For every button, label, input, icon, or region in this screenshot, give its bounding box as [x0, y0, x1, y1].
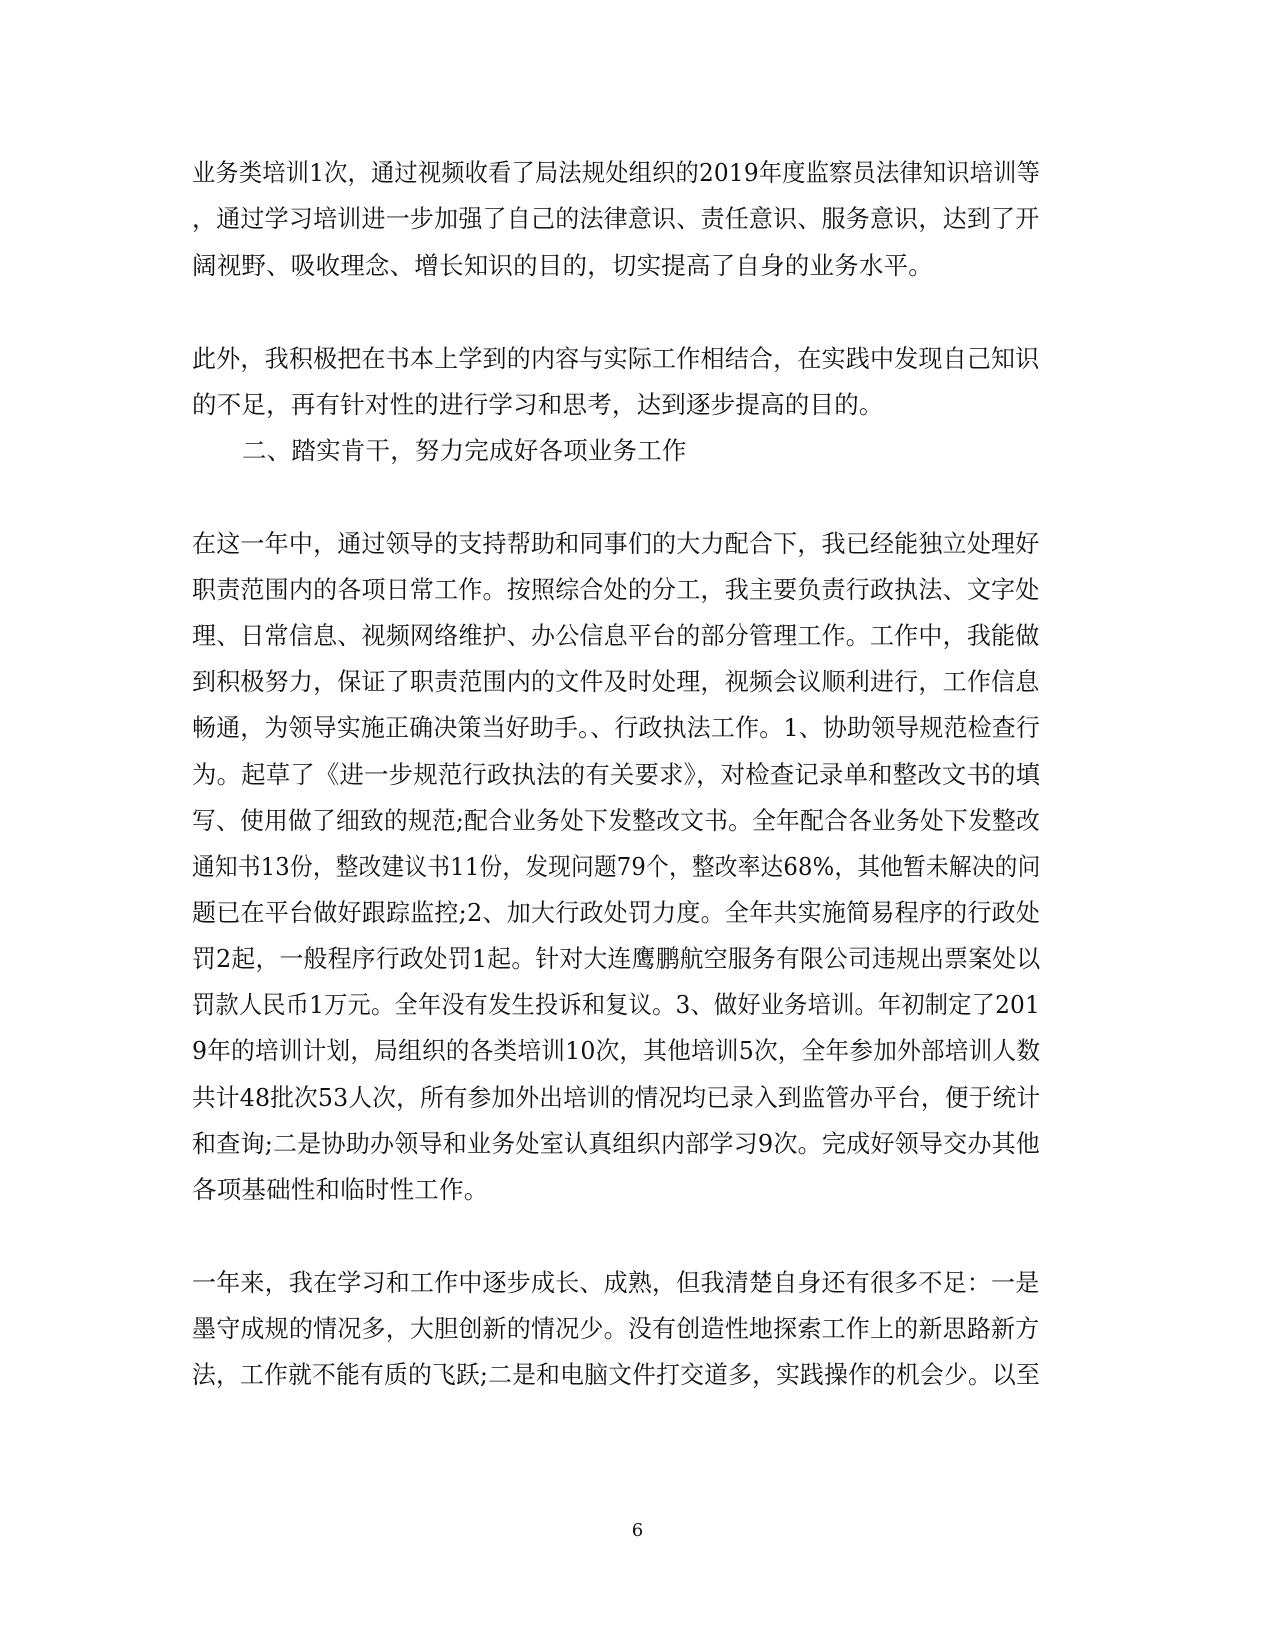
text-line: 各项基础性和临时性工作。 — [192, 1175, 489, 1204]
text-line: 一年来，我在学习和工作中逐步成长、成熟，但我清楚自身还有很多不足：一是 — [192, 1268, 1040, 1297]
text-line: 墨守成规的情况多，大胆创新的情况少。没有创造性地探索工作上的新思路新方 — [192, 1314, 1040, 1343]
text-line: 罚款人民币1万元。全年没有发生投诉和复议。3、做好业务培训。年初制定了201 — [192, 990, 1041, 1019]
text-line: 职责范围内的各项日常工作。按照综合处的分工，我主要负责行政执法、文字处 — [192, 575, 1040, 604]
page-number: 6 — [631, 1520, 644, 1541]
text-line: 法，工作就不能有质的飞跃;二是和电脑文件打交道多，实践操作的机会少。以至 — [192, 1360, 1040, 1389]
text-line: 通知书13份，整改建议书11份，发现问题79个，整改率达68%，其他暂未解决的问 — [192, 852, 1041, 881]
text-line: 9年的培训计划，局组织的各类培训10次，其他培训5次，全年参加外部培训人数 — [192, 1036, 1041, 1065]
text-line: 业务类培训1次，通过视频收看了局法规处组织的2019年度监察员法律知识培训等 — [192, 158, 1041, 187]
text-line: 为。起草了《进一步规范行政执法的有关要求》，对检查记录单和整改文书的填 — [192, 760, 1041, 789]
section-heading: 二、踏实肯干，努力完成好各项业务工作 — [242, 436, 687, 465]
text-line: 题已在平台做好跟踪监控;2、加大行政处罚力度。全年共实施简易程序的行政处 — [192, 898, 1041, 927]
text-line: 共计48批次53人次，所有参加外出培训的情况均已录入到监管办平台，便于统计 — [192, 1083, 1041, 1112]
text-line: 理、日常信息、视频网络维护、办公信息平台的部分管理工作。工作中，我能做 — [192, 621, 1040, 650]
text-line: ，通过学习培训进一步加强了自己的法律意识、责任意识、服务意识，达到了开 — [192, 204, 1040, 233]
text-line: 畅通，为领导实施正确决策当好助手。、行政执法工作。1、协助领导规范检查行 — [192, 713, 1041, 742]
text-line: 和查询;二是协助办领导和业务处室认真组织内部学习9次。完成好领导交办其他 — [192, 1129, 1041, 1158]
text-line: 写、使用做了细致的规范;配合业务处下发整改文书。全年配合各业务处下发整改 — [192, 806, 1040, 835]
text-line: 罚2起，一般程序行政处罚1起。针对大连鹰鹏航空服务有限公司违规出票案处以 — [192, 944, 1041, 973]
text-line: 此外，我积极把在书本上学到的内容与实际工作相结合，在实践中发现自己知识 — [192, 344, 1040, 373]
text-line: 阔视野、吸收理念、增长知识的目的，切实提高了自身的业务水平。 — [192, 251, 933, 280]
text-line: 的不足，再有针对性的进行学习和思考，达到逐步提高的目的。 — [192, 390, 884, 419]
text-line: 到积极努力，保证了职责范围内的文件及时处理，视频会议顺利进行，工作信息 — [192, 667, 1040, 696]
text-line: 在这一年中，通过领导的支持帮助和同事们的大力配合下，我已经能独立处理好 — [192, 529, 1040, 558]
